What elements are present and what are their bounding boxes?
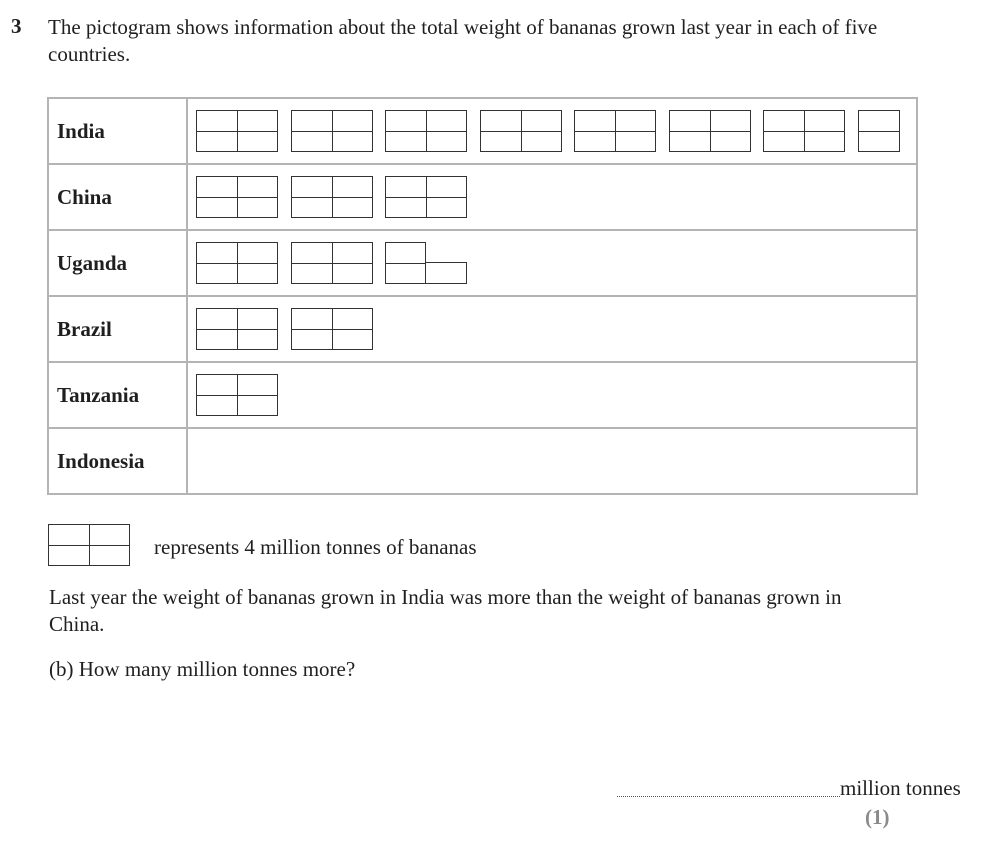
country-label: Tanzania	[48, 362, 187, 428]
banana-symbols-cell	[187, 164, 917, 230]
banana-symbol	[385, 242, 467, 284]
answer-unit: million tonnes	[840, 776, 961, 800]
banana-symbol	[385, 176, 467, 218]
pictogram-row	[48, 296, 917, 362]
country-label: Uganda	[48, 230, 187, 296]
answer-line[interactable]	[617, 795, 840, 797]
marks-label: (1)	[865, 805, 890, 829]
country-label: India	[48, 98, 187, 164]
pictogram-row	[48, 98, 917, 164]
question-number: 3	[11, 14, 22, 38]
pictogram-row	[48, 164, 917, 230]
banana-symbol	[385, 110, 467, 152]
banana-symbol	[196, 110, 278, 152]
banana-symbols-cell	[187, 98, 917, 164]
banana-symbol	[291, 110, 373, 152]
question-paragraph: Last year the weight of bananas grown in India was more than the weight of bananas grown in China.	[49, 585, 842, 636]
banana-symbol	[196, 176, 278, 218]
country-label: Brazil	[48, 296, 187, 362]
banana-symbol	[291, 242, 373, 284]
banana-symbol	[196, 374, 278, 416]
banana-symbol	[858, 110, 900, 152]
banana-symbol	[480, 110, 562, 152]
banana-symbols-cell	[187, 296, 917, 362]
country-label: China	[48, 164, 187, 230]
banana-symbols-cell	[187, 428, 917, 494]
banana-symbol	[196, 242, 278, 284]
banana-symbol	[291, 308, 373, 350]
key-text: represents 4 million tonnes of bananas	[154, 535, 477, 559]
banana-symbols-cell	[187, 362, 917, 428]
banana-symbol	[669, 110, 751, 152]
question-intro: The pictogram shows information about the total weight of bananas grown last year in each of five countries.	[48, 15, 878, 66]
question-part-b: (b) How many million tonnes more?	[49, 657, 356, 681]
country-label: Indonesia	[48, 428, 187, 494]
banana-symbol	[574, 110, 656, 152]
banana-symbol	[196, 308, 278, 350]
banana-symbol	[763, 110, 845, 152]
banana-symbols-cell	[187, 230, 917, 296]
pictogram-row	[48, 230, 917, 296]
pictogram-table	[47, 97, 918, 495]
key-banana-icon	[48, 524, 130, 566]
pictogram-row	[48, 428, 917, 494]
banana-symbol	[291, 176, 373, 218]
pictogram-row	[48, 362, 917, 428]
